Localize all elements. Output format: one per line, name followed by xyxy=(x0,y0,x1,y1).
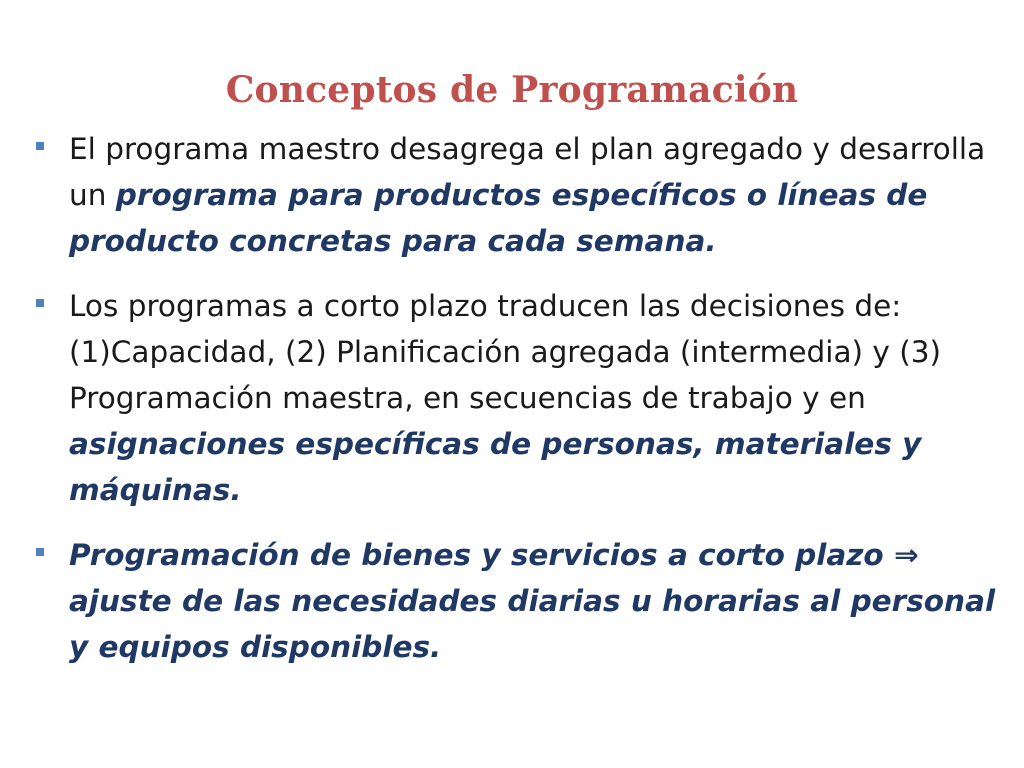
bullet-emphasis-text: Programación de bienes y servicios a corto plazo ⇒ ajuste de las necesidades diarias u horarias al personal y equipos disponibles. xyxy=(69,538,996,664)
bullet-emphasis-text: programa para productos específicos o líneas de producto concretas para cada semana. xyxy=(69,178,928,258)
square-bullet-icon xyxy=(36,142,44,150)
slide-title: Conceptos de Programación xyxy=(225,69,799,111)
bullet-list xyxy=(36,126,996,689)
bullet-item xyxy=(36,283,996,513)
square-bullet-icon xyxy=(36,299,44,307)
bullet-item xyxy=(36,532,996,670)
bullet-text: Los programas a corto plazo traducen las decisiones de: (1)Capacidad, (2) Planificación agregada (intermedia) y (3) Programación maestra, en secuencias de trabajo y en xyxy=(69,289,942,415)
bullet-text: El programa maestro desagrega el plan agregado y desarrolla un xyxy=(69,132,986,212)
bullet-emphasis-text: asignaciones específicas de personas, materiales y máquinas. xyxy=(69,427,922,507)
bullet-item xyxy=(36,126,996,264)
square-bullet-icon xyxy=(36,548,44,556)
